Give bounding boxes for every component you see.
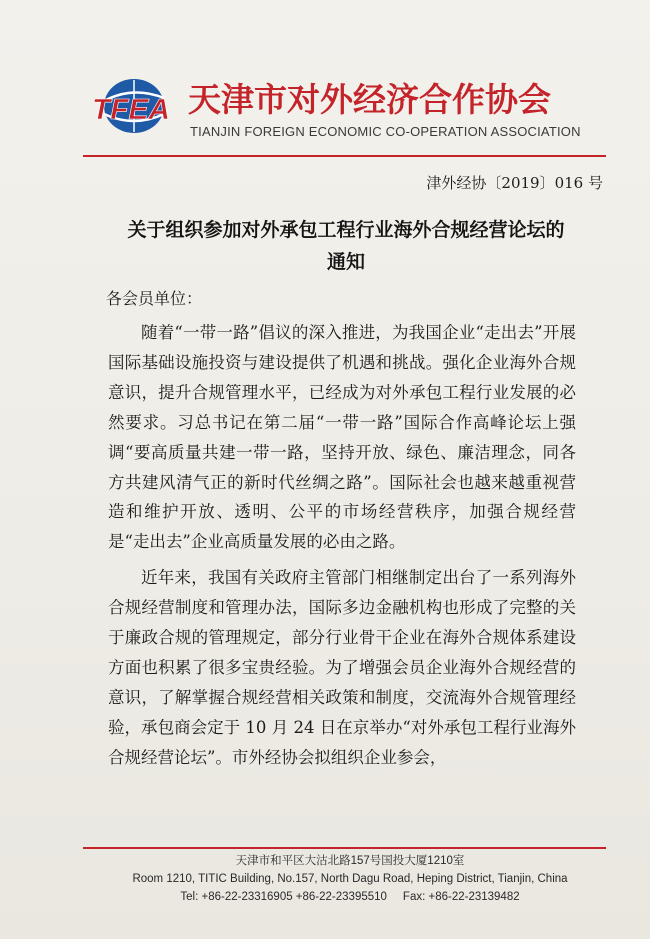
org-name: 天津市对外经济合作协会 bbox=[188, 80, 551, 119]
footer-divider bbox=[83, 847, 606, 849]
fax-number: +86-22-23139482 bbox=[428, 891, 520, 903]
letterhead bbox=[92, 72, 592, 152]
letterhead-footer bbox=[90, 852, 610, 906]
tel-label: Tel: bbox=[180, 891, 199, 903]
footer-contact bbox=[90, 888, 610, 906]
logo-text: TFEA bbox=[92, 94, 170, 126]
document-body bbox=[108, 318, 576, 773]
title-line-1: 关于组织参加对外承包工程行业海外合规经营论坛的 bbox=[127, 219, 565, 241]
salutation: 各会员单位： bbox=[106, 289, 203, 308]
footer-address-en: Room 1210, TITIC Building, No.157, North Dagu Road, Heping District, Tianjin, China bbox=[132, 873, 568, 885]
org-name-en: TIANJIN FOREIGN ECONOMIC CO-OPERATION ASSOCIATION bbox=[190, 124, 581, 139]
tel-numbers: +86-22-23316905 +86-22-23395510 bbox=[201, 891, 387, 903]
document-number: 津外经协〔2019〕016 号 bbox=[426, 174, 603, 192]
paragraph-2: 近年来，我国有关政府主管部门相继制定出台了一系列海外合规经营制度和管理办法，国际多边金融机构也形成了完整的关于廉政合规的管理规定，部分行业骨干企业在海外合规体系建设方面也积累了很多宝贵经验。为了增强会员企业海外合规经营的意识，了解掌握合规经营相关政策和制度，交流海外合规管理经验，承包商会定于 10 月 24 日在京举办“对外承包工程行业海外合规经营论坛”。市外经协会拟组织企业参会， bbox=[108, 568, 576, 767]
title-line-2: 通知 bbox=[326, 251, 365, 273]
document-title bbox=[86, 214, 606, 278]
footer-address-cn: 天津市和平区大沽北路157号国投大厦1210室 bbox=[235, 855, 465, 867]
tfea-logo bbox=[92, 78, 170, 136]
fax-label: Fax: bbox=[402, 891, 426, 903]
header-divider bbox=[83, 155, 606, 157]
paragraph-1: 随着“一带一路”倡议的深入推进，为我国企业“走出去”开展国际基础设施投资与建设提供了机遇和挑战。强化企业海外合规意识，提升合规管理水平，已经成为对外承包工程行业发展的必然要求。习总书记在第二届“一带一路”国际合作高峰论坛上强调“要高质量共建一带一路，坚持开放、绿色、廉洁理念，同各方共建风清气正的新时代丝绸之路”。国际社会也越来越重视营造和维护开放、透明、公平的市场经营秩序，加强合规经营是“走出去”企业高质量发展的必由之路。 bbox=[108, 323, 576, 552]
